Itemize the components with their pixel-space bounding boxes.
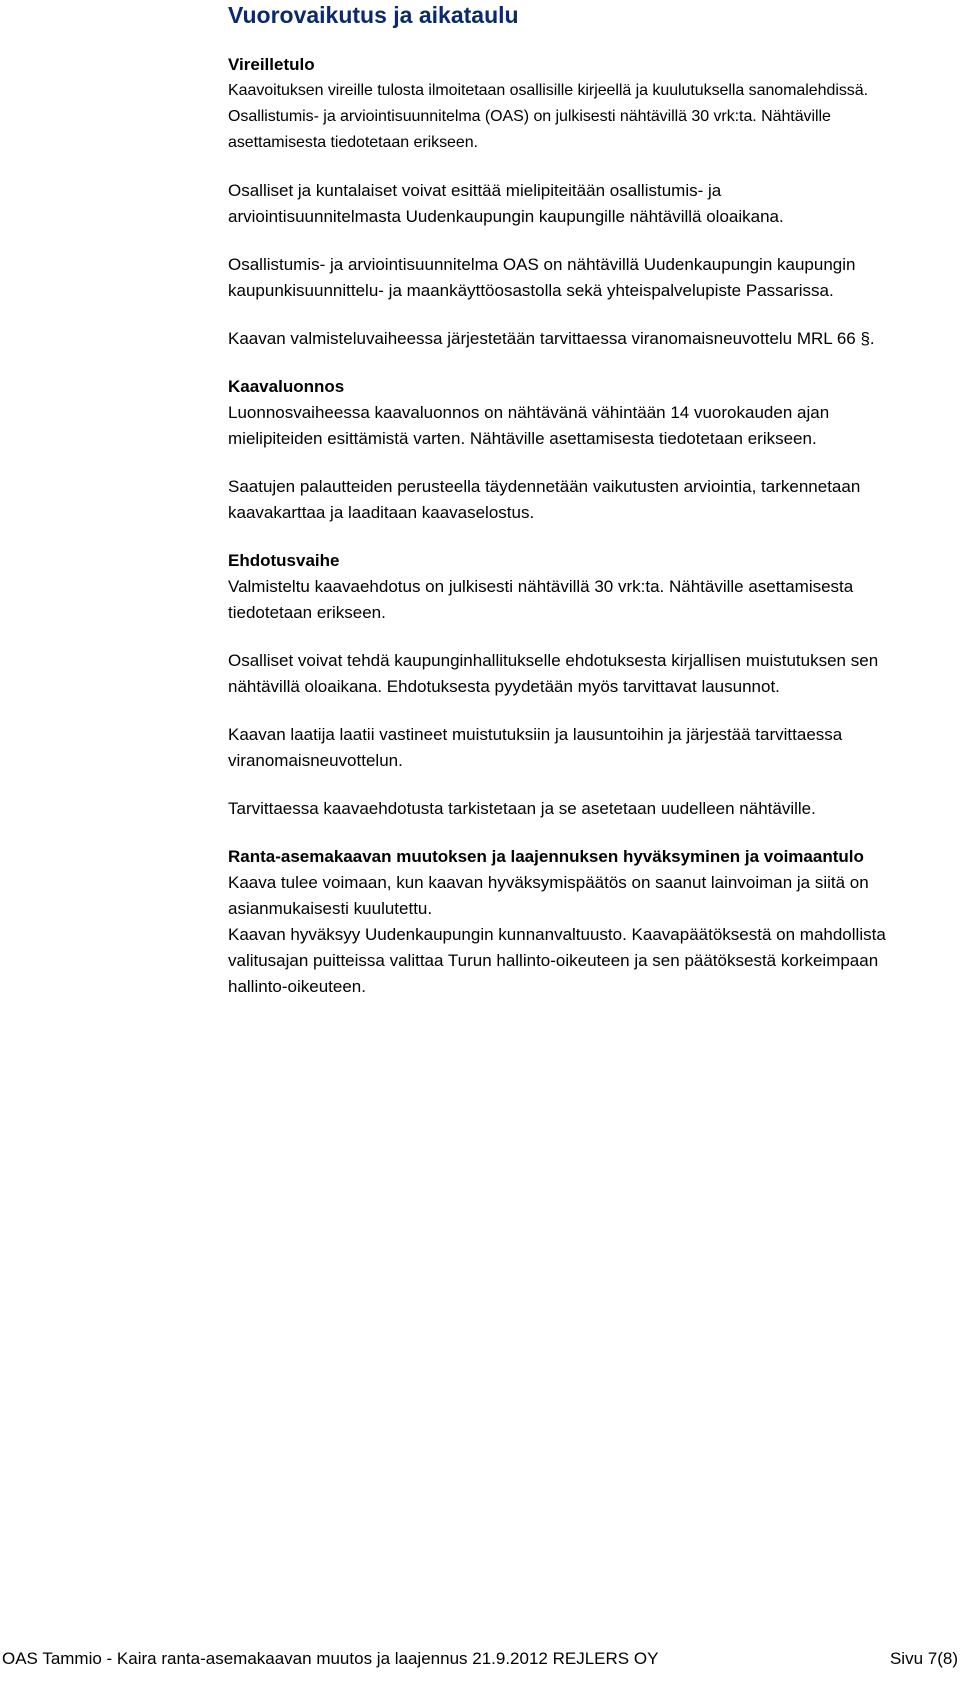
paragraph: Kaavoituksen vireille tulosta ilmoitetaan osallisille kirjeellä ja kuulutuksella sanomalehdissä. Osallistumis- ja arviointisuunnitelma (OAS) on julkisesti nähtävillä 30 vrk:ta. Nähtäville asettamisesta tiedotetaan erikseen. <box>228 82 868 151</box>
paragraph: Kaava tulee voimaan, kun kaavan hyväksymispäätös on saanut lainvoiman ja siitä on asianmukaisesti kuulutettu. <box>228 873 869 918</box>
paragraph: Kaavan laatija laatii vastineet muistutuksiin ja lausuntoihin ja järjestää tarvittaessa viranomaisneuvottelun. <box>228 725 843 770</box>
document-body <box>228 52 888 1000</box>
footer-page-number: Sivu 7(8) <box>889 1649 958 1668</box>
paragraph: Osalliset ja kuntalaiset voivat esittää mielipiteitään osallistumis- ja arviointisuunnitelmasta Uudenkaupungin kaupungille nähtävillä oloaikana. <box>228 181 784 226</box>
paragraph: Osallistumis- ja arviointisuunnitelma OAS on nähtävillä Uudenkaupungin kaupungin kaupunkisuunnittelu- ja maankäyttöosastolla sekä yhteispalvelupiste Passarissa. <box>228 255 856 300</box>
paragraph: Valmisteltu kaavaehdotus on julkisesti nähtävillä 30 vrk:ta. Nähtäville asettamisesta tiedotetaan erikseen. <box>228 577 854 622</box>
page-title: Vuorovaikutus ja aikataulu <box>228 2 519 28</box>
section-heading-kaavaluonnos: Kaavaluonnos <box>228 377 345 396</box>
paragraph: Tarvittaessa kaavaehdotusta tarkistetaan ja se asetetaan uudelleen nähtäville. <box>228 799 816 818</box>
paragraph: Saatujen palautteiden perusteella täydennetään vaikutusten arviointia, tarkennetaan kaavakarttaa ja laaditaan kaavaselostus. <box>228 477 861 522</box>
paragraph: Kaavan hyväksyy Uudenkaupungin kunnanvaltuusto. Kaavapäätöksestä on mahdollista valitusajan puitteissa valittaa Turun hallinto-oikeuteen ja sen päätöksestä korkeimpaan hallinto-oikeuteen. <box>228 925 886 996</box>
section-heading-hyvaksyminen: Ranta-asemakaavan muutoksen ja laajennuksen hyväksyminen ja voimaantulo <box>228 847 864 866</box>
section-heading-vireilletulo: Vireilletulo <box>228 55 315 74</box>
page-footer <box>0 1648 960 1686</box>
paragraph: Osalliset voivat tehdä kaupunginhallitukselle ehdotuksesta kirjallisen muistutuksen sen nähtävillä oloaikana. Ehdotuksesta pyydetään myös tarvittavat lausunnot. <box>228 651 879 696</box>
paragraph: Kaavan valmisteluvaiheessa järjestetään tarvittaessa viranomaisneuvottelu MRL 66 §. <box>228 329 875 348</box>
footer-document-info: OAS Tammio - Kaira ranta-asemakaavan muutos ja laajennus 21.9.2012 REJLERS OY <box>2 1649 659 1668</box>
section-heading-ehdotusvaihe: Ehdotusvaihe <box>228 551 340 570</box>
paragraph: Luonnosvaiheessa kaavaluonnos on nähtävänä vähintään 14 vuorokauden ajan mielipiteiden esittämistä varten. Nähtäville asettamisesta tiedotetaan erikseen. <box>228 403 830 448</box>
